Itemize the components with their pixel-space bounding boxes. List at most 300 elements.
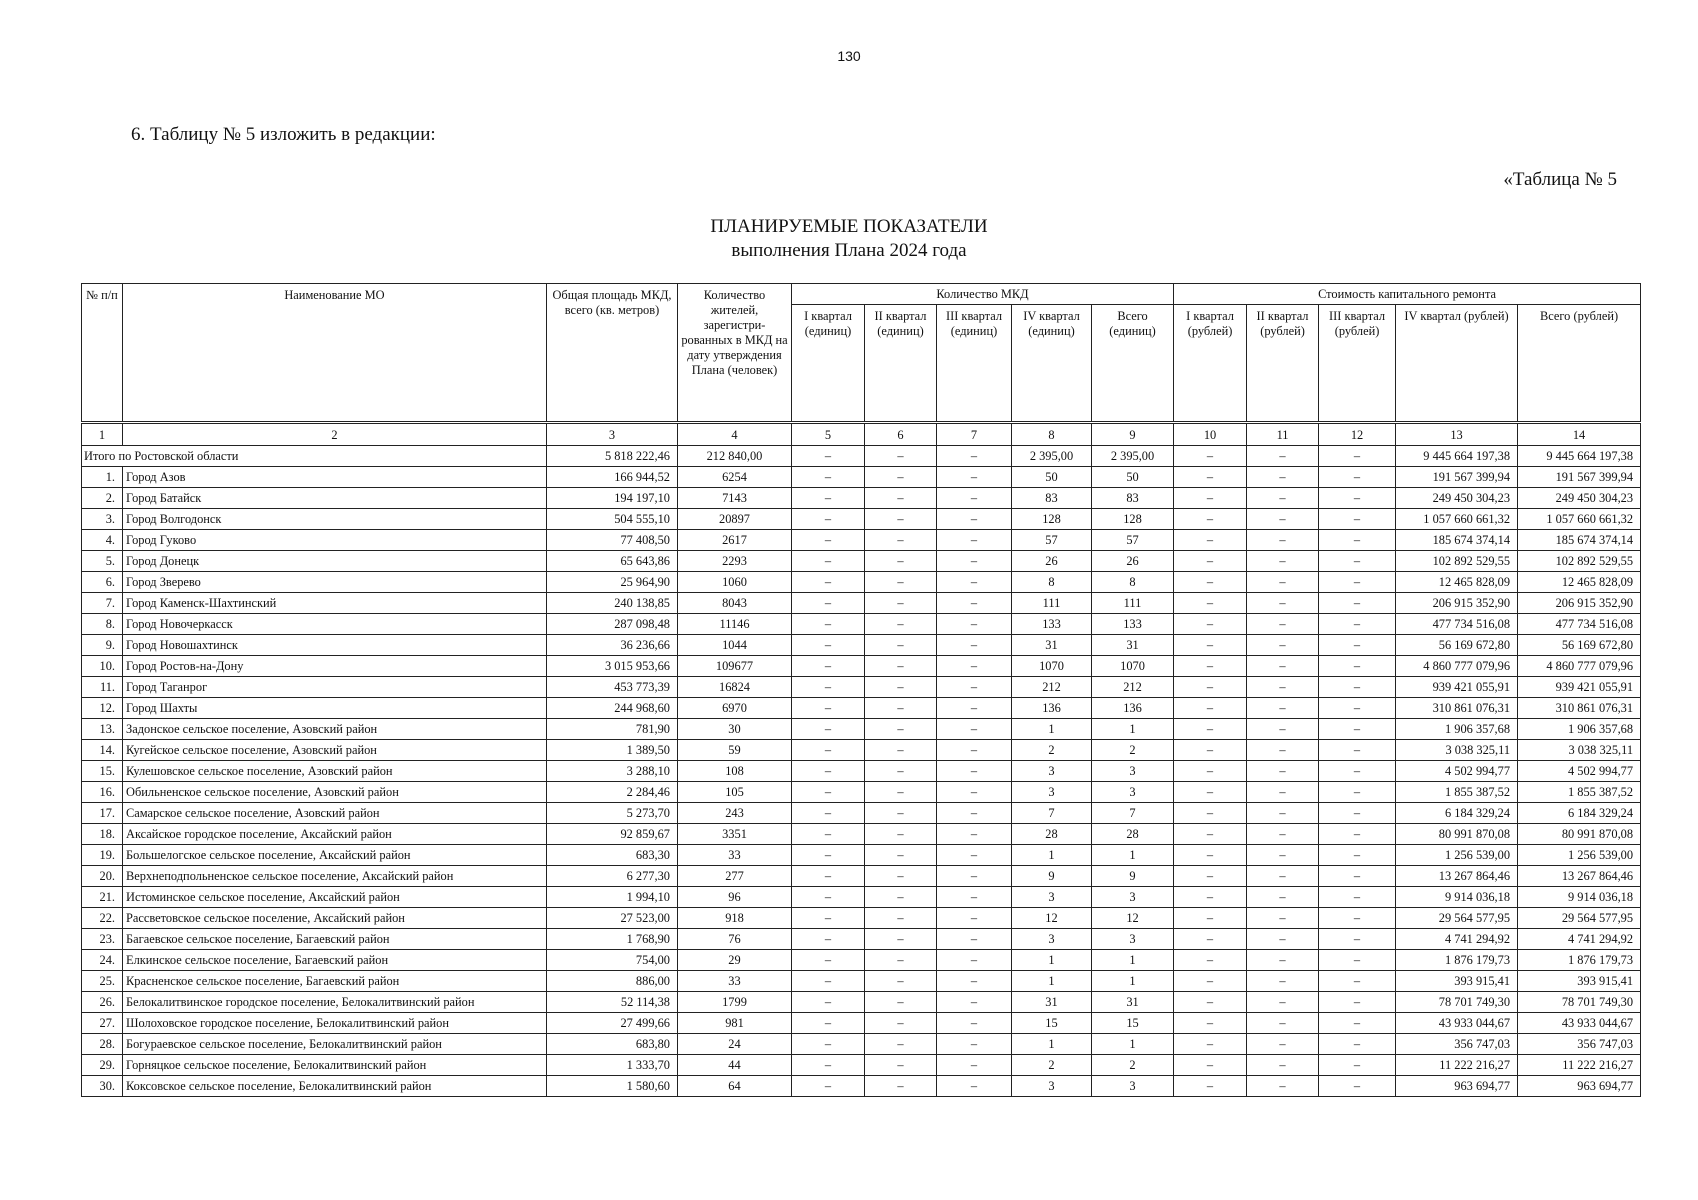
row-name: Горняцкое сельское поселение, Белокалитвинский район [123,1055,547,1076]
row-area: 287 098,48 [547,614,678,635]
row-total-units: 1 [1092,971,1174,992]
column-number: 10 [1174,423,1247,446]
row-name: Обильненское сельское поселение, Азовский район [123,782,547,803]
row-q2-rub: – [1247,824,1319,845]
row-q3-rub: – [1319,908,1396,929]
row-q4-units: 12 [1012,908,1092,929]
row-q2-units: – [865,677,937,698]
row-q1-units: – [792,509,865,530]
row-area: 5 273,70 [547,803,678,824]
row-q4-rub: 1 256 539,00 [1396,845,1518,866]
row-total-rub: 356 747,03 [1518,1034,1641,1055]
row-q1-rub: – [1174,992,1247,1013]
row-q4-rub: 191 567 399,94 [1396,467,1518,488]
row-q2-rub: – [1247,635,1319,656]
row-name: Большелогское сельское поселение, Аксайский район [123,845,547,866]
row-residents: 8043 [678,593,792,614]
row-q4-rub: 1 057 660 661,32 [1396,509,1518,530]
row-q1-rub: – [1174,1055,1247,1076]
row-number: 29. [82,1055,123,1076]
row-total-rub: 206 915 352,90 [1518,593,1641,614]
row-total-rub: 1 906 357,68 [1518,719,1641,740]
row-name: Богураевское сельское поселение, Белокалитвинский район [123,1034,547,1055]
row-total-rub: 963 694,77 [1518,1076,1641,1097]
row-q1-units: – [792,1055,865,1076]
row-q2-rub: – [1247,677,1319,698]
row-q3-rub: – [1319,845,1396,866]
row-q1-units: – [792,740,865,761]
row-q2-rub: – [1247,698,1319,719]
row-number: 26. [82,992,123,1013]
row-area: 1 333,70 [547,1055,678,1076]
row-q3-rub: – [1319,719,1396,740]
row-residents: 6254 [678,467,792,488]
row-q1-units: – [792,782,865,803]
row-q4-units: 3 [1012,929,1092,950]
col-header-q2-rub: II квартал (рублей) [1247,305,1319,423]
row-q4-units: 2 [1012,740,1092,761]
table-label: «Таблица № 5 [1503,169,1617,190]
row-q1-units: – [792,677,865,698]
row-number: 13. [82,719,123,740]
row-q2-units: – [865,803,937,824]
row-total-units: 9 [1092,866,1174,887]
row-q3-rub: – [1319,887,1396,908]
row-q2-rub: – [1247,866,1319,887]
row-area: 1 389,50 [547,740,678,761]
row-q4-rub: 9 914 036,18 [1396,887,1518,908]
row-total-rub: 9 914 036,18 [1518,887,1641,908]
row-q2-rub: – [1247,803,1319,824]
row-number: 18. [82,824,123,845]
row-residents: 243 [678,803,792,824]
row-number: 3. [82,509,123,530]
row-q2-rub: – [1247,845,1319,866]
col-header-total-units: Всего (единиц) [1092,305,1174,423]
row-total-rub: 191 567 399,94 [1518,467,1641,488]
row-q2-rub: – [1247,992,1319,1013]
row-q4-rub: 80 991 870,08 [1396,824,1518,845]
table-row [82,971,1641,992]
row-q2-units: – [865,908,937,929]
row-q3-units: – [937,1055,1012,1076]
row-name: Шолоховское городское поселение, Белокалитвинский район [123,1013,547,1034]
row-total-units: 3 [1092,782,1174,803]
row-q4-rub: 939 421 055,91 [1396,677,1518,698]
row-number: 15. [82,761,123,782]
row-q3-units: – [937,551,1012,572]
column-number: 1 [82,423,123,446]
row-total-units: 2 [1092,740,1174,761]
row-q3-rub: – [1319,782,1396,803]
total-q4-units: 2 395,00 [1012,446,1092,467]
row-name: Коксовское сельское поселение, Белокалитвинский район [123,1076,547,1097]
row-total-units: 111 [1092,593,1174,614]
row-q3-rub: – [1319,509,1396,530]
row-total-rub: 12 465 828,09 [1518,572,1641,593]
row-q2-units: – [865,698,937,719]
row-q2-rub: – [1247,761,1319,782]
heading-title: ПЛАНИРУЕМЫЕ ПОКАЗАТЕЛИ [710,216,988,237]
row-residents: 109677 [678,656,792,677]
column-number: 4 [678,423,792,446]
row-name: Кулешовское сельское поселение, Азовский район [123,761,547,782]
row-area: 244 968,60 [547,698,678,719]
row-q1-rub: – [1174,971,1247,992]
row-q1-rub: – [1174,467,1247,488]
row-number: 12. [82,698,123,719]
row-q4-rub: 43 933 044,67 [1396,1013,1518,1034]
row-q4-units: 50 [1012,467,1092,488]
row-total-units: 3 [1092,761,1174,782]
row-q4-units: 15 [1012,1013,1092,1034]
row-total-rub: 3 038 325,11 [1518,740,1641,761]
row-q3-rub: – [1319,656,1396,677]
row-q2-rub: – [1247,614,1319,635]
row-q2-units: – [865,1013,937,1034]
row-total-rub: 11 222 216,27 [1518,1055,1641,1076]
row-q4-units: 8 [1012,572,1092,593]
row-name: Самарское сельское поселение, Азовский район [123,803,547,824]
row-q1-rub: – [1174,1076,1247,1097]
row-q1-rub: – [1174,656,1247,677]
row-number: 5. [82,551,123,572]
row-q2-units: – [865,656,937,677]
row-q4-units: 7 [1012,803,1092,824]
row-q3-units: – [937,509,1012,530]
row-q1-units: – [792,971,865,992]
row-area: 683,30 [547,845,678,866]
row-q3-rub: – [1319,803,1396,824]
row-q2-units: – [865,866,937,887]
row-residents: 16824 [678,677,792,698]
row-q2-rub: – [1247,929,1319,950]
row-q2-units: – [865,593,937,614]
row-q1-units: – [792,1076,865,1097]
row-q2-units: – [865,782,937,803]
row-q2-units: – [865,824,937,845]
row-q3-rub: – [1319,971,1396,992]
row-q2-units: – [865,740,937,761]
row-q1-rub: – [1174,887,1247,908]
row-q4-rub: 963 694,77 [1396,1076,1518,1097]
column-number: 2 [123,423,547,446]
col-header-q4-rub: IV квартал (рублей) [1396,305,1518,423]
col-header-q2-units: II квартал (единиц) [865,305,937,423]
row-name: Город Таганрог [123,677,547,698]
row-total-rub: 102 892 529,55 [1518,551,1641,572]
table-row [82,887,1641,908]
row-total-rub: 29 564 577,95 [1518,908,1641,929]
column-number: 7 [937,423,1012,446]
row-q3-units: – [937,971,1012,992]
row-name: Город Батайск [123,488,547,509]
row-number: 28. [82,1034,123,1055]
row-q2-rub: – [1247,1055,1319,1076]
row-total-rub: 4 741 294,92 [1518,929,1641,950]
total-row [82,446,1641,467]
row-q3-rub: – [1319,1055,1396,1076]
row-residents: 24 [678,1034,792,1055]
row-number: 6. [82,572,123,593]
row-total-rub: 310 861 076,31 [1518,698,1641,719]
row-q4-units: 31 [1012,635,1092,656]
row-total-rub: 1 855 387,52 [1518,782,1641,803]
row-q3-rub: – [1319,992,1396,1013]
row-q4-units: 1 [1012,971,1092,992]
row-q3-units: – [937,488,1012,509]
row-q1-rub: – [1174,719,1247,740]
row-q3-rub: – [1319,740,1396,761]
row-name: Белокалитвинское городское поселение, Белокалитвинский район [123,992,547,1013]
column-number: 13 [1396,423,1518,446]
row-q2-rub: – [1247,530,1319,551]
row-area: 781,90 [547,719,678,740]
row-q3-units: – [937,1013,1012,1034]
row-name: Багаевское сельское поселение, Багаевский район [123,929,547,950]
row-q3-rub: – [1319,1034,1396,1055]
row-q3-units: – [937,782,1012,803]
row-q3-rub: – [1319,950,1396,971]
row-total-units: 1070 [1092,656,1174,677]
row-q3-rub: – [1319,635,1396,656]
row-q4-rub: 249 450 304,23 [1396,488,1518,509]
total-residents: 212 840,00 [678,446,792,467]
row-number: 16. [82,782,123,803]
row-q3-units: – [937,593,1012,614]
row-q2-units: – [865,635,937,656]
row-q1-rub: – [1174,593,1247,614]
row-total-rub: 78 701 749,30 [1518,992,1641,1013]
row-name: Рассветовское сельское поселение, Аксайский район [123,908,547,929]
row-q4-units: 1070 [1012,656,1092,677]
row-q2-units: – [865,1034,937,1055]
col-header-residents: Количество жителей, зарегистри- рованных в МКД на дату утверждения Плана (человек) [678,284,792,423]
total-q4-rub: 9 445 664 197,38 [1396,446,1518,467]
row-q2-rub: – [1247,1034,1319,1055]
row-q1-rub: – [1174,908,1247,929]
intro-text: 6. Таблицу № 5 изложить в редакции: [131,124,436,145]
row-area: 52 114,38 [547,992,678,1013]
row-total-units: 15 [1092,1013,1174,1034]
row-q4-units: 2 [1012,1055,1092,1076]
row-area: 1 580,60 [547,1076,678,1097]
row-total-rub: 185 674 374,14 [1518,530,1641,551]
row-total-rub: 4 502 994,77 [1518,761,1641,782]
row-residents: 277 [678,866,792,887]
row-residents: 64 [678,1076,792,1097]
row-number: 23. [82,929,123,950]
row-q3-units: – [937,719,1012,740]
row-q2-units: – [865,719,937,740]
row-total-units: 1 [1092,1034,1174,1055]
row-q3-rub: – [1319,698,1396,719]
row-q3-units: – [937,572,1012,593]
table-row [82,782,1641,803]
row-q4-units: 57 [1012,530,1092,551]
row-q1-units: – [792,845,865,866]
row-q3-rub: – [1319,551,1396,572]
row-q4-rub: 4 502 994,77 [1396,761,1518,782]
row-residents: 6970 [678,698,792,719]
row-residents: 11146 [678,614,792,635]
row-q4-rub: 4 741 294,92 [1396,929,1518,950]
row-area: 754,00 [547,950,678,971]
row-q4-rub: 393 915,41 [1396,971,1518,992]
row-q1-rub: – [1174,929,1247,950]
row-q3-units: – [937,656,1012,677]
row-q3-rub: – [1319,1076,1396,1097]
row-q1-units: – [792,530,865,551]
col-group-mkd: Количество МКД [792,284,1174,305]
row-name: Город Каменск-Шахтинский [123,593,547,614]
row-total-units: 3 [1092,1076,1174,1097]
row-q4-rub: 185 674 374,14 [1396,530,1518,551]
col-header-q4-units: IV квартал (единиц) [1012,305,1092,423]
col-header-q3-units: III квартал (единиц) [937,305,1012,423]
row-name: Город Гуково [123,530,547,551]
page-number: 130 [837,48,861,64]
row-residents: 3351 [678,824,792,845]
col-header-num: № п/п [82,284,123,423]
table-row [82,488,1641,509]
row-total-rub: 80 991 870,08 [1518,824,1641,845]
row-residents: 981 [678,1013,792,1034]
row-q2-units: – [865,929,937,950]
row-q3-units: – [937,866,1012,887]
row-total-units: 3 [1092,929,1174,950]
table-row [82,635,1641,656]
row-q1-units: – [792,761,865,782]
col-header-total-rub: Всего (рублей) [1518,305,1641,423]
table-row [82,1055,1641,1076]
row-q2-rub: – [1247,1013,1319,1034]
table-row [82,551,1641,572]
row-total-units: 1 [1092,845,1174,866]
row-residents: 1060 [678,572,792,593]
table-row [82,656,1641,677]
total-q3-units: – [937,446,1012,467]
table-row [82,866,1641,887]
row-q3-units: – [937,824,1012,845]
row-q3-rub: – [1319,467,1396,488]
row-total-units: 1 [1092,719,1174,740]
row-q3-units: – [937,1034,1012,1055]
row-total-rub: 393 915,41 [1518,971,1641,992]
row-q4-units: 1 [1012,1034,1092,1055]
row-name: Город Новочеркасск [123,614,547,635]
row-name: Город Донецк [123,551,547,572]
row-name: Город Ростов-на-Дону [123,656,547,677]
row-q4-rub: 102 892 529,55 [1396,551,1518,572]
row-q3-units: – [937,698,1012,719]
col-header-q1-rub: I квартал (рублей) [1174,305,1247,423]
row-residents: 105 [678,782,792,803]
row-total-units: 133 [1092,614,1174,635]
table-row [82,509,1641,530]
row-total-rub: 1 876 179,73 [1518,950,1641,971]
row-area: 1 994,10 [547,887,678,908]
total-q1-rub: – [1174,446,1247,467]
row-q2-rub: – [1247,950,1319,971]
row-area: 3 288,10 [547,761,678,782]
row-q2-rub: – [1247,908,1319,929]
row-q1-rub: – [1174,1034,1247,1055]
row-name: Город Новошахтинск [123,635,547,656]
row-q1-units: – [792,698,865,719]
row-q1-rub: – [1174,488,1247,509]
row-area: 194 197,10 [547,488,678,509]
row-residents: 918 [678,908,792,929]
column-number: 14 [1518,423,1641,446]
row-q4-rub: 477 734 516,08 [1396,614,1518,635]
row-q3-rub: – [1319,530,1396,551]
column-number: 12 [1319,423,1396,446]
row-q4-rub: 12 465 828,09 [1396,572,1518,593]
row-number: 1. [82,467,123,488]
row-area: 2 284,46 [547,782,678,803]
row-q4-units: 1 [1012,950,1092,971]
row-q3-units: – [937,803,1012,824]
row-q4-rub: 6 184 329,24 [1396,803,1518,824]
row-total-units: 57 [1092,530,1174,551]
row-q3-rub: – [1319,866,1396,887]
row-total-rub: 43 933 044,67 [1518,1013,1641,1034]
row-number: 27. [82,1013,123,1034]
row-q4-units: 212 [1012,677,1092,698]
row-area: 683,80 [547,1034,678,1055]
row-number: 9. [82,635,123,656]
indicators-table [81,283,1641,1097]
table-row [82,530,1641,551]
column-number: 5 [792,423,865,446]
row-q3-rub: – [1319,614,1396,635]
row-number: 30. [82,1076,123,1097]
row-q2-rub: – [1247,971,1319,992]
col-header-area: Общая площадь МКД, всего (кв. метров) [547,284,678,423]
row-q3-rub: – [1319,593,1396,614]
row-q1-rub: – [1174,530,1247,551]
row-q3-units: – [937,845,1012,866]
row-q3-units: – [937,929,1012,950]
row-total-rub: 1 057 660 661,32 [1518,509,1641,530]
table-row [82,929,1641,950]
row-q3-units: – [937,530,1012,551]
row-q1-rub: – [1174,698,1247,719]
row-total-units: 50 [1092,467,1174,488]
row-residents: 76 [678,929,792,950]
row-area: 1 768,90 [547,929,678,950]
row-area: 65 643,86 [547,551,678,572]
row-q2-rub: – [1247,656,1319,677]
column-number: 11 [1247,423,1319,446]
row-area: 453 773,39 [547,677,678,698]
row-q1-rub: – [1174,866,1247,887]
row-q2-rub: – [1247,488,1319,509]
row-name: Город Зверево [123,572,547,593]
row-name: Город Азов [123,467,547,488]
col-header-name: Наименование МО [123,284,547,423]
total-q2-rub: – [1247,446,1319,467]
column-number: 8 [1012,423,1092,446]
row-q1-rub: – [1174,740,1247,761]
row-q3-units: – [937,635,1012,656]
row-residents: 2617 [678,530,792,551]
row-q2-units: – [865,572,937,593]
row-number: 20. [82,866,123,887]
row-q2-rub: – [1247,509,1319,530]
row-q2-rub: – [1247,740,1319,761]
